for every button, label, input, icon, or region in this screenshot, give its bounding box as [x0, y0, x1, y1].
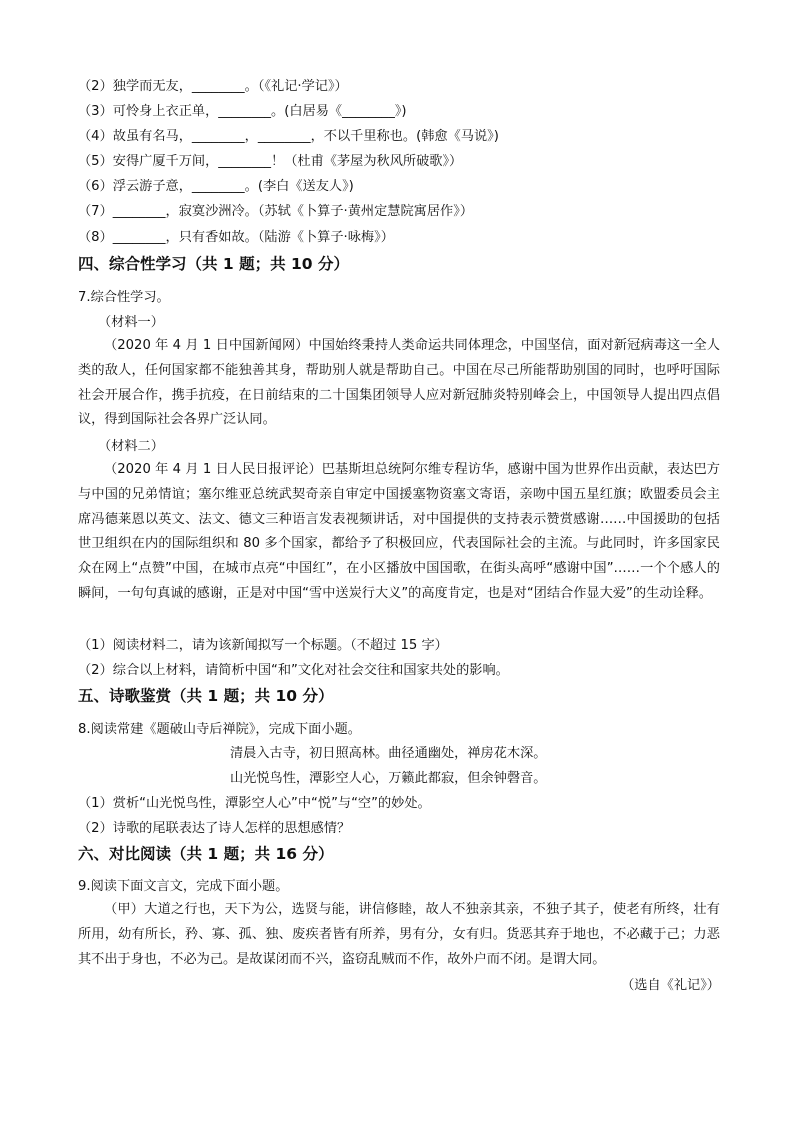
question-8-sub-1: （1）赏析“山光悦鸟性，潭影空人心”中“悦”与“空”的妙处。: [78, 796, 431, 811]
material-2-text: （2020 年 4 月 1 日人民日报评论）巴基斯坦总统阿尔维专程访华，感谢中国为世界作出贡献，表达巴方与中国的兄弟情谊；塞尔维亚总统武契奇亲自审定中国援塞物资塞文寄语，亲吻中国五星红旗；欧盟委员会主席冯德莱恩以英文、法文、德文三种语言发表视频讲话，对中国提供的支持表示赞赏感谢……中国援助的包括世卫组织在内的国际组织和 80 多个国家，都给予了积极回应，代表国际社会的主流。与此同时，许多国家民众在网上“点赞”中国，在城市点亮“中国红”，在小区播放中国国歌，在街头高呼“感谢中国”……一个个感人的瞬间，一句句真诚的感谢，正是对中国“雪中送炭行大义”的高度肯定，也是对“团结合作显大爱”的生动诠释。: [78, 462, 720, 601]
question-8-title: 8.阅读常建《题破山寺后禅院》，完成下面小题。: [78, 722, 361, 737]
section-6-heading: 六、对比阅读（共 1 题；共 16 分）: [78, 845, 334, 863]
poem-line-1: 清晨入古寺，初日照高林。曲径通幽处，禅房花木深。: [230, 746, 547, 761]
material-2-label: （材料二）: [98, 439, 164, 454]
fill-item-3: （3）可怜身上衣正单，________。(白居易《________》): [78, 104, 407, 119]
fill-item-2: （2）独学而无友，________。（《礼记·学记》）: [78, 79, 348, 94]
question-8-sub-2: （2）诗歌的尾联表达了诗人怎样的思想感情？: [78, 821, 351, 836]
material-1-label: （材料一）: [98, 315, 164, 330]
question-7-sub-2: （2）综合以上材料，请简析中国“和”文化对社会交往和国家共处的影响。: [78, 663, 509, 678]
source-note: （选自《礼记》）: [621, 978, 720, 993]
fill-item-5: （5）安得广厦千万间，________！（杜甫《茅屋为秋风所破歌》）: [78, 154, 463, 169]
fill-item-6: （6）浮云游子意，________。(李白《送友人》): [78, 179, 354, 194]
classical-text-jia: （甲）大道之行也，天下为公，选贤与能，讲信修睦，故人不独亲其亲，不独子其子，使老有所终，壮有所用，幼有所长，矜、寡、孤、独、废疾者皆有所养，男有分，女有归。货恶其弃于地也，不必藏于己；力恶其不出于身也，不必为己。是故谋闭而不兴，盗窃乱贼而不作，故外户而不闭。是谓大同。: [78, 902, 720, 967]
fill-item-4: （4）故虽有名马，________，________，不以千里称也。(韩愈《马说》): [78, 129, 499, 144]
section-4-heading: 四、综合性学习（共 1 题；共 10 分）: [78, 255, 349, 273]
fill-item-8: （8）________，只有香如故。（陆游《卜算子·咏梅》）: [78, 230, 394, 245]
section-5-heading: 五、诗歌鉴赏（共 1 题；共 10 分）: [78, 687, 334, 705]
question-7-title: 7.综合性学习。: [78, 290, 170, 305]
poem-line-2: 山光悦鸟性，潭影空人心，万籁此都寂，但余钟磬音。: [230, 771, 547, 786]
fill-item-7: （7）________，寂寞沙洲冷。（苏轼《卜算子·黄州定慧院寓居作》）: [78, 204, 474, 219]
question-9-title: 9.阅读下面文言文，完成下面小题。: [78, 879, 289, 894]
material-1-text: （2020 年 4 月 1 日中国新闻网）中国始终秉持人类命运共同体理念，中国坚信，面对新冠病毒这一全人类的敌人，任何国家都不能独善其身，帮助别人就是帮助自己。中国在尽己所能帮助别国的同时，也呼吁国际社会开展合作，携手抗疫，在日前结束的二十国集团领导人应对新冠肺炎特别峰会上，中国领导人提出四点倡议，得到国际社会各界广泛认同。: [78, 338, 720, 428]
question-7-sub-1: （1）阅读材料二，请为该新闻拟写一个标题。（不超过 15 字）: [78, 638, 448, 653]
